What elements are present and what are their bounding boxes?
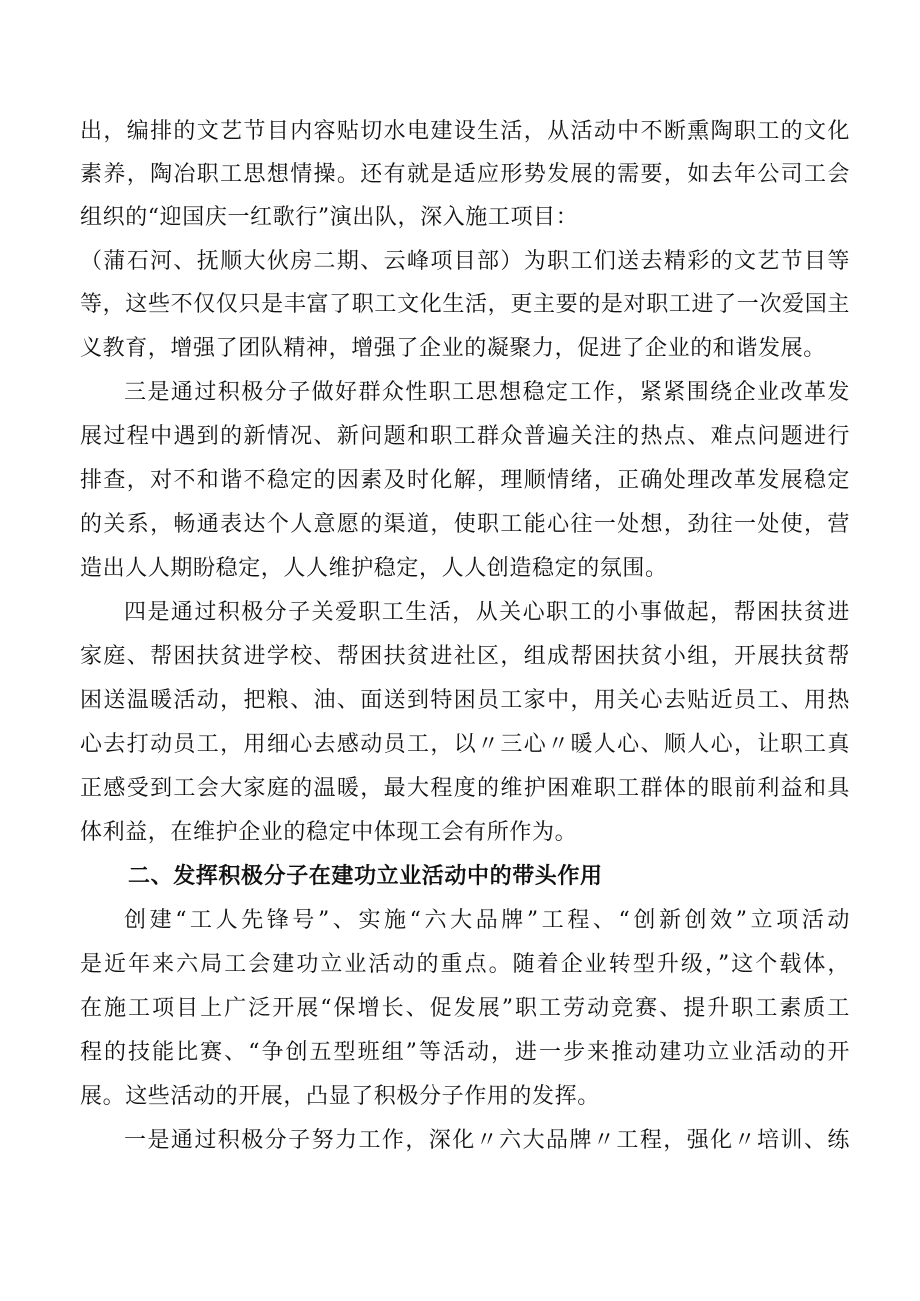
text-line: 素养，陶冶职工思想情操。还有就是适应形势发展的需要，如去年公司工会 [80, 162, 850, 187]
text-line: 困送温暖活动，把粮、油、面送到特困员工家中，用关心去贴近员工、用热 [80, 688, 850, 713]
text-line: 排查，对不和谐不稳定的因素及时化解，理顺情绪，正确处理改革发展稳定 [80, 468, 850, 493]
paragraph-first-line: 一是通过积极分子努力工作，深化〃六大品牌〃工程，强化〃培训、练 [124, 1128, 850, 1153]
text-line: 展过程中遇到的新情况、新问题和职工群众普遍关注的热点、难点问题进行 [80, 424, 850, 449]
text-line: 程的技能比赛、“争创五型班组”等活动，进一步来推动建功立业活动的开 [80, 1040, 850, 1065]
text-line: 展。这些活动的开展，凸显了积极分子作用的发挥。 [80, 1084, 600, 1109]
paragraph-first-line: 四是通过积极分子关爱职工生活，从关心职工的小事做起，帮困扶贫进 [124, 600, 850, 625]
text-line: 等，这些不仅仅只是丰富了职工文化生活，更主要的是对职工进了一次爱国主 [80, 292, 850, 317]
paragraph-first-line: 创建“工人先锋号”、实施“六大品牌”工程、“创新创效”立项活动 [124, 908, 850, 933]
text-line: 体利益，在维护企业的稳定中体现工会有所作为。 [80, 820, 578, 845]
paragraph-first-line: 三是通过积极分子做好群众性职工思想稳定工作，紧紧围绕企业改革发 [124, 380, 850, 405]
text-line: 正感受到工会大家庭的温暖，最大程度的维护困难职工群体的眼前利益和具 [80, 776, 850, 801]
text-line: 出，编排的文艺节目内容贴切水电建设生活，从活动中不断熏陶职工的文化 [80, 119, 850, 144]
text-line: 义教育，增强了团队精神，增强了企业的凝聚力，促进了企业的和谐发展。 [80, 336, 826, 361]
text-line: 心去打动员工，用细心去感动员工，以〃三心〃暖人心、顺人心，让职工真 [80, 732, 850, 757]
text-line: 家庭、帮困扶贫进学校、帮困扶贫进社区，组成帮困扶贫小组，开展扶贫帮 [80, 644, 850, 669]
text-line: 的关系，畅通表达个人意愿的渠道，使职工能心往一处想，劲往一处使，营 [80, 512, 850, 537]
text-line: 在施工项目上广泛开展“保增长、促发展”职工劳动竞赛、提升职工素质工 [80, 996, 850, 1021]
text-line: 是近年来六局工会建功立业活动的重点。随着企业转型升级，”这个载体， [80, 952, 850, 977]
section-heading: 二、发挥积极分子在建功立业活动中的带头作用 [128, 864, 603, 889]
text-line: 造出人人期盼稳定，人人维护稳定，人人创造稳定的氛围。 [80, 556, 668, 581]
text-line: （蒲石河、抚顺大伙房二期、云峰项目部）为职工们送去精彩的文艺节目等 [80, 249, 850, 274]
text-line: 组织的“迎国庆一红歌行”演出队，深入施工项目： [80, 205, 579, 230]
